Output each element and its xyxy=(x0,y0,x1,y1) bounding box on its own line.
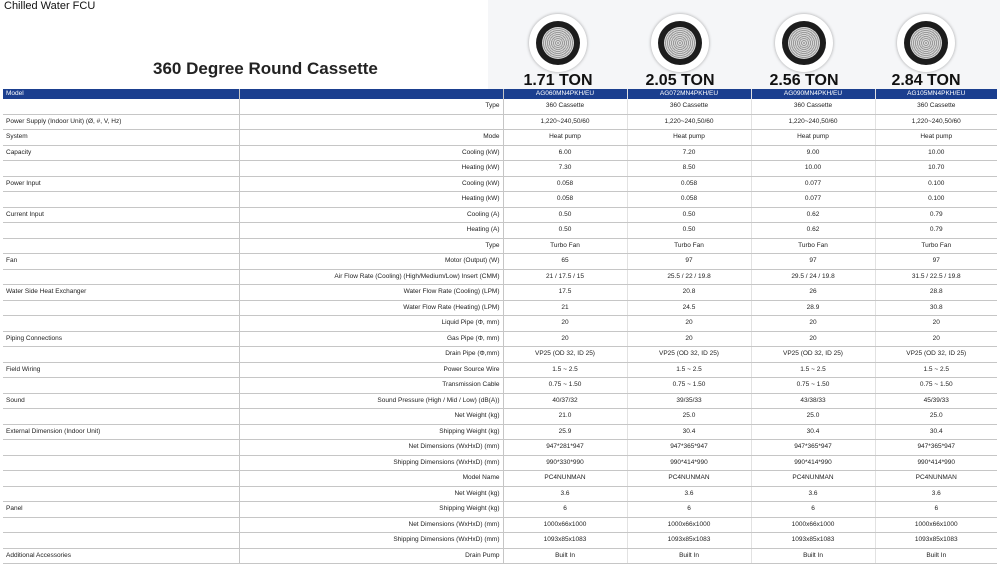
spec-value-cell: 0.62 xyxy=(751,223,875,239)
row-attribute-label: Shipping Weight (kg) xyxy=(239,424,503,440)
spec-value-cell: 21 xyxy=(503,300,627,316)
row-group-label: Capacity xyxy=(3,145,239,161)
row-group-label: Field Wiring xyxy=(3,362,239,378)
spec-value-cell: 20 xyxy=(503,331,627,347)
spec-value-cell: 0.077 xyxy=(751,192,875,208)
row-group-label: External Dimension (Indoor Unit) xyxy=(3,424,239,440)
spec-value-cell: 1000x66x1000 xyxy=(627,517,751,533)
row-attribute-label: Shipping Dimensions (WxHxD) (mm) xyxy=(239,533,503,549)
spec-value-cell: Heat pump xyxy=(751,130,875,146)
row-group-label xyxy=(3,269,239,285)
spec-value-cell: 10.00 xyxy=(875,145,997,161)
row-attribute-label: Shipping Weight (kg) xyxy=(239,502,503,518)
spec-value-cell: 20 xyxy=(875,316,997,332)
spec-value-cell: 1093x85x1083 xyxy=(751,533,875,549)
table-row xyxy=(3,254,997,270)
spec-value-cell: 3.6 xyxy=(627,486,751,502)
table-header-row xyxy=(3,89,997,99)
row-group-label: Current Input xyxy=(3,207,239,223)
spec-value-cell: 1.5 ~ 2.5 xyxy=(627,362,751,378)
spec-value-cell: 0.058 xyxy=(503,176,627,192)
row-attribute-label: Drain Pump xyxy=(239,548,503,564)
row-group-label xyxy=(3,486,239,502)
spec-value-cell: 7.30 xyxy=(503,161,627,177)
row-group-label: System xyxy=(3,130,239,146)
row-group-label xyxy=(3,192,239,208)
row-attribute-label: Mode xyxy=(239,130,503,146)
model-header: AG090MN4PKH/EU xyxy=(751,89,875,99)
spec-value-cell: 28.8 xyxy=(875,285,997,301)
spec-value-cell: 6 xyxy=(875,502,997,518)
spec-value-cell: 1,220~240,50/60 xyxy=(751,114,875,130)
spec-value-cell: 1,220~240,50/60 xyxy=(875,114,997,130)
row-attribute-label: Heating (kW) xyxy=(239,161,503,177)
table-row xyxy=(3,207,997,223)
spec-value-cell: 990*414*990 xyxy=(751,455,875,471)
spec-value-cell: 17.5 xyxy=(503,285,627,301)
row-attribute-label: Air Flow Rate (Cooling) (High/Medium/Low) Insert (CMM) xyxy=(239,269,503,285)
table-row xyxy=(3,347,997,363)
table-row xyxy=(3,471,997,487)
spec-value-cell: 0.75 ~ 1.50 xyxy=(875,378,997,394)
spec-value-cell: PC4NUNMAN xyxy=(875,471,997,487)
row-attribute-label: Water Flow Rate (Heating) (LPM) xyxy=(239,300,503,316)
cassette-unit-image xyxy=(651,14,709,72)
spec-value-cell: VP25 (OD 32, ID 25) xyxy=(751,347,875,363)
row-group-label xyxy=(3,300,239,316)
spec-value-cell: 990*330*990 xyxy=(503,455,627,471)
spec-value-cell: 0.75 ~ 1.50 xyxy=(751,378,875,394)
table-row xyxy=(3,440,997,456)
row-attribute-label: Shipping Dimensions (WxHxD) (mm) xyxy=(239,455,503,471)
spec-value-cell: 1.5 ~ 2.5 xyxy=(751,362,875,378)
capacity-ton-label: 2.84 TON xyxy=(891,72,961,89)
spec-value-cell: 3.6 xyxy=(751,486,875,502)
spec-value-cell: 0.50 xyxy=(503,223,627,239)
row-attribute-label: Gas Pipe (Φ, mm) xyxy=(239,331,503,347)
spec-value-cell: 3.6 xyxy=(875,486,997,502)
spec-value-cell: 990*414*990 xyxy=(627,455,751,471)
spec-value-cell: VP25 (OD 32, ID 25) xyxy=(875,347,997,363)
spec-value-cell: 1093x85x1083 xyxy=(503,533,627,549)
spec-value-cell: 39/35/33 xyxy=(627,393,751,409)
spec-value-cell: 30.4 xyxy=(627,424,751,440)
cassette-unit-image xyxy=(775,14,833,72)
spec-value-cell: Turbo Fan xyxy=(875,238,997,254)
spec-value-cell: 0.058 xyxy=(503,192,627,208)
cassette-unit-image xyxy=(897,14,955,72)
row-group-label: Power Supply (Indoor Unit) (Ø, #, V, Hz) xyxy=(3,114,239,130)
spec-value-cell: 65 xyxy=(503,254,627,270)
spec-value-cell: 6 xyxy=(503,502,627,518)
row-attribute-label: Heating (kW) xyxy=(239,192,503,208)
table-row xyxy=(3,316,997,332)
spec-value-cell: 360 Cassette xyxy=(875,99,997,114)
row-attribute-label: Net Weight (kg) xyxy=(239,409,503,425)
spec-value-cell: Heat pump xyxy=(875,130,997,146)
spec-value-cell: 6 xyxy=(751,502,875,518)
spec-value-cell: 25.0 xyxy=(627,409,751,425)
row-group-label: Sound xyxy=(3,393,239,409)
row-group-label xyxy=(3,316,239,332)
spec-value-cell: 1,220~240,50/60 xyxy=(627,114,751,130)
table-row xyxy=(3,269,997,285)
spec-value-cell: 10.70 xyxy=(875,161,997,177)
table-row xyxy=(3,517,997,533)
spec-value-cell: 6.00 xyxy=(503,145,627,161)
row-attribute-label: Cooling (kW) xyxy=(239,145,503,161)
spec-value-cell: Heat pump xyxy=(627,130,751,146)
spec-value-cell: Built In xyxy=(875,548,997,564)
model-header: AG105MN4PKH/EU xyxy=(875,89,997,99)
spec-value-cell: 21 / 17.5 / 15 xyxy=(503,269,627,285)
spec-value-cell: 0.100 xyxy=(875,176,997,192)
spec-value-cell: Built In xyxy=(503,548,627,564)
row-attribute-label: Power Source Wire xyxy=(239,362,503,378)
row-group-label xyxy=(3,455,239,471)
table-row xyxy=(3,409,997,425)
row-group-label xyxy=(3,440,239,456)
spec-value-cell: 10.00 xyxy=(751,161,875,177)
spec-value-cell: PC4NUNMAN xyxy=(627,471,751,487)
table-row xyxy=(3,300,997,316)
row-group-label xyxy=(3,517,239,533)
row-group-label xyxy=(3,99,239,114)
row-group-label: Water Side Heat Exchanger xyxy=(3,285,239,301)
spec-value-cell: 1.5 ~ 2.5 xyxy=(875,362,997,378)
spec-value-cell: 20 xyxy=(751,331,875,347)
row-attribute-label: Net Dimensions (WxHxD) (mm) xyxy=(239,440,503,456)
spec-value-cell: 947*365*947 xyxy=(627,440,751,456)
row-attribute-label xyxy=(239,114,503,130)
spec-value-cell: 0.50 xyxy=(627,207,751,223)
product-banner xyxy=(488,0,1000,90)
table-row xyxy=(3,362,997,378)
spec-value-cell: 0.75 ~ 1.50 xyxy=(503,378,627,394)
row-attribute-label: Water Flow Rate (Cooling) (LPM) xyxy=(239,285,503,301)
table-row xyxy=(3,223,997,239)
spec-value-cell: 947*365*947 xyxy=(751,440,875,456)
spec-value-cell: 1000x66x1000 xyxy=(751,517,875,533)
row-attribute-label: Drain Pipe (Φ,mm) xyxy=(239,347,503,363)
spec-value-cell: VP25 (OD 32, ID 25) xyxy=(503,347,627,363)
spec-value-cell: 25.0 xyxy=(751,409,875,425)
spec-value-cell: 20 xyxy=(627,316,751,332)
spec-value-cell: 31.5 / 22.5 / 19.8 xyxy=(875,269,997,285)
model-header: AG072MN4PKH/EU xyxy=(627,89,751,99)
row-group-label xyxy=(3,238,239,254)
spec-value-cell: 3.6 xyxy=(503,486,627,502)
row-attribute-label: Type xyxy=(239,238,503,254)
row-group-label xyxy=(3,533,239,549)
spec-value-cell: 1.5 ~ 2.5 xyxy=(503,362,627,378)
spec-table xyxy=(3,89,997,564)
table-row xyxy=(3,393,997,409)
row-attribute-label: Sound Pressure (High / Mid / Low) (dB(A)) xyxy=(239,393,503,409)
table-row xyxy=(3,161,997,177)
spec-value-cell: 360 Cassette xyxy=(503,99,627,114)
spec-value-cell: 0.79 xyxy=(875,223,997,239)
spec-value-cell: 21.0 xyxy=(503,409,627,425)
spec-value-cell: 0.058 xyxy=(627,192,751,208)
product-card xyxy=(496,14,620,90)
spec-value-cell: 30.8 xyxy=(875,300,997,316)
row-group-label xyxy=(3,347,239,363)
table-row xyxy=(3,176,997,192)
spec-value-cell: 990*414*990 xyxy=(875,455,997,471)
table-row xyxy=(3,114,997,130)
row-group-label: Fan xyxy=(3,254,239,270)
table-row xyxy=(3,378,997,394)
row-group-label xyxy=(3,161,239,177)
table-row xyxy=(3,424,997,440)
spec-value-cell: 29.5 / 24 / 19.8 xyxy=(751,269,875,285)
spec-value-cell: 1093x85x1083 xyxy=(875,533,997,549)
spec-value-cell: 0.62 xyxy=(751,207,875,223)
table-row xyxy=(3,238,997,254)
row-group-label: Piping Connections xyxy=(3,331,239,347)
spec-value-cell: 20.8 xyxy=(627,285,751,301)
spec-value-cell: 97 xyxy=(875,254,997,270)
row-group-label: Power Input xyxy=(3,176,239,192)
spec-value-cell: 26 xyxy=(751,285,875,301)
row-group-label xyxy=(3,409,239,425)
spec-value-cell: 8.50 xyxy=(627,161,751,177)
row-attribute-label: Liquid Pipe (Φ, mm) xyxy=(239,316,503,332)
row-attribute-label: Net Dimensions (WxHxD) (mm) xyxy=(239,517,503,533)
row-attribute-label: Type xyxy=(239,99,503,114)
table-row xyxy=(3,192,997,208)
table-row xyxy=(3,130,997,146)
spec-value-cell: 40/37/32 xyxy=(503,393,627,409)
spec-value-cell: 43/38/33 xyxy=(751,393,875,409)
spec-value-cell: 1093x85x1083 xyxy=(627,533,751,549)
table-row xyxy=(3,455,997,471)
table-row xyxy=(3,533,997,549)
row-group-label xyxy=(3,223,239,239)
spec-value-cell: 25.0 xyxy=(875,409,997,425)
spec-value-cell: 30.4 xyxy=(875,424,997,440)
row-attribute-label: Motor (Output) (W) xyxy=(239,254,503,270)
table-row xyxy=(3,548,997,564)
table-row xyxy=(3,145,997,161)
row-attribute-label: Model Name xyxy=(239,471,503,487)
spec-value-cell: 20 xyxy=(503,316,627,332)
table-row xyxy=(3,502,997,518)
spec-value-cell: Turbo Fan xyxy=(627,238,751,254)
table-row xyxy=(3,285,997,301)
row-attribute-label: Transmission Cable xyxy=(239,378,503,394)
table-row xyxy=(3,99,997,114)
spec-value-cell: 20 xyxy=(751,316,875,332)
spec-value-cell: 1000x66x1000 xyxy=(503,517,627,533)
capacity-ton-label: 2.05 TON xyxy=(645,72,715,89)
spec-value-cell: 1,220~240,50/60 xyxy=(503,114,627,130)
table-row xyxy=(3,331,997,347)
spec-value-cell: 97 xyxy=(751,254,875,270)
spec-value-cell: 0.75 ~ 1.50 xyxy=(627,378,751,394)
spec-value-cell: Turbo Fan xyxy=(503,238,627,254)
spec-value-cell: 0.50 xyxy=(627,223,751,239)
spec-value-cell: 947*365*947 xyxy=(875,440,997,456)
row-attribute-label: Cooling (kW) xyxy=(239,176,503,192)
spec-value-cell: Turbo Fan xyxy=(751,238,875,254)
spec-value-cell: 1000x66x1000 xyxy=(875,517,997,533)
spec-value-cell: 28.9 xyxy=(751,300,875,316)
cassette-unit-image xyxy=(529,14,587,72)
spec-value-cell: Built In xyxy=(627,548,751,564)
spec-value-cell: 7.20 xyxy=(627,145,751,161)
spec-value-cell: PC4NUNMAN xyxy=(751,471,875,487)
spec-value-cell: PC4NUNMAN xyxy=(503,471,627,487)
row-attribute-label: Heating (A) xyxy=(239,223,503,239)
spec-value-cell: 0.058 xyxy=(627,176,751,192)
model-header: AG060MN4PKH/EU xyxy=(503,89,627,99)
table-row xyxy=(3,486,997,502)
product-card xyxy=(742,14,866,90)
spec-value-cell: 947*281*947 xyxy=(503,440,627,456)
spec-value-cell: 30.4 xyxy=(751,424,875,440)
spec-value-cell: 25.9 xyxy=(503,424,627,440)
spec-value-cell: 0.077 xyxy=(751,176,875,192)
spec-value-cell: 360 Cassette xyxy=(627,99,751,114)
spec-value-cell: VP25 (OD 32, ID 25) xyxy=(627,347,751,363)
header-spacer xyxy=(239,89,503,99)
row-attribute-label: Net Weight (kg) xyxy=(239,486,503,502)
page-heading: 360 Degree Round Cassette xyxy=(153,59,378,78)
spec-value-cell: 20 xyxy=(875,331,997,347)
row-group-label xyxy=(3,471,239,487)
row-group-label: Panel xyxy=(3,502,239,518)
spec-value-cell: 97 xyxy=(627,254,751,270)
spec-value-cell: 24.5 xyxy=(627,300,751,316)
product-card xyxy=(618,14,742,90)
spec-value-cell: Built In xyxy=(751,548,875,564)
row-attribute-label: Cooling (A) xyxy=(239,207,503,223)
spec-value-cell: Heat pump xyxy=(503,130,627,146)
spec-value-cell: 6 xyxy=(627,502,751,518)
header-label: Model xyxy=(3,89,239,99)
row-group-label: Additional Accessories xyxy=(3,548,239,564)
spec-value-cell: 25.5 / 22 / 19.8 xyxy=(627,269,751,285)
spec-value-cell: 360 Cassette xyxy=(751,99,875,114)
spec-value-cell: 0.50 xyxy=(503,207,627,223)
document-title: Chilled Water FCU xyxy=(4,0,96,12)
spec-value-cell: 20 xyxy=(627,331,751,347)
capacity-ton-label: 2.56 TON xyxy=(769,72,839,89)
product-card xyxy=(864,14,988,90)
capacity-ton-label: 1.71 TON xyxy=(523,72,593,89)
spec-value-cell: 45/39/33 xyxy=(875,393,997,409)
spec-value-cell: 0.100 xyxy=(875,192,997,208)
spec-value-cell: 0.79 xyxy=(875,207,997,223)
spec-value-cell: 9.00 xyxy=(751,145,875,161)
row-group-label xyxy=(3,378,239,394)
